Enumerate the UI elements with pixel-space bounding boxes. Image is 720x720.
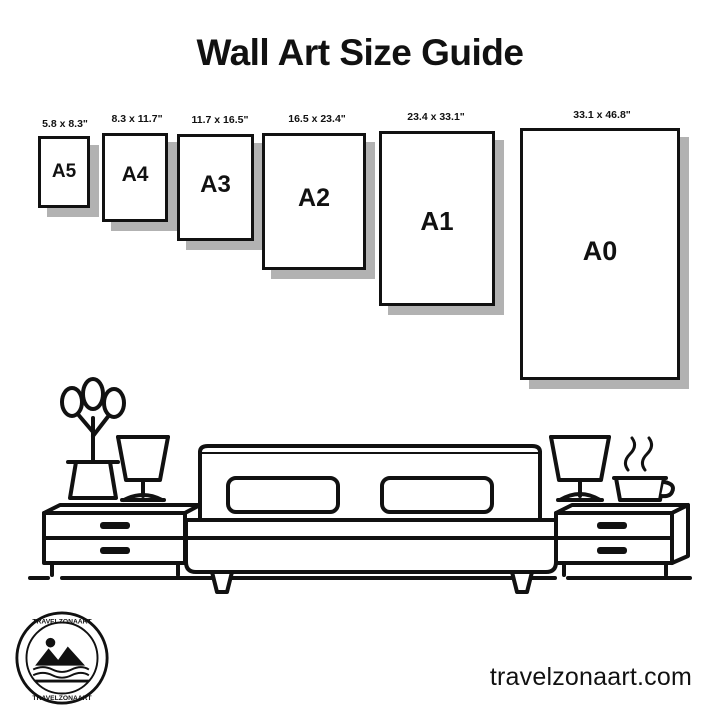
nightstand-left [44,505,200,575]
logo-text-top: TRAVELZONAART [32,618,92,626]
page-title: Wall Art Size Guide [196,32,524,73]
website-url: travelzonaart.com [489,663,692,691]
frame-label-a1: A1 [420,206,454,236]
potted-plant [62,379,124,498]
travelzonaart-logo [14,610,110,706]
frame-label-a2: A2 [298,184,330,212]
logo-text-bottom: TRAVELZONAART [32,695,92,703]
size-label-a3: 11.7 x 16.5" [191,114,249,126]
frame-label-a4: A4 [121,163,149,186]
frame-label-a5: A5 [51,161,77,182]
table-lamp-left [118,437,168,500]
bed-illustration [186,446,556,592]
nightstand-right [556,505,688,575]
frame-label-a3: A3 [200,171,231,198]
table-lamp-right [551,437,609,500]
size-label-a2: 16.5 x 23.4" [288,113,346,125]
size-label-a5: 5.8 x 8.3" [42,118,88,130]
frame-label-a0: A0 [582,236,618,266]
coffee-mug [614,438,673,500]
size-label-a1: 23.4 x 33.1" [407,111,465,123]
size-label-a4: 8.3 x 11.7" [111,113,163,125]
size-label-a0: 33.1 x 46.8" [573,109,631,121]
